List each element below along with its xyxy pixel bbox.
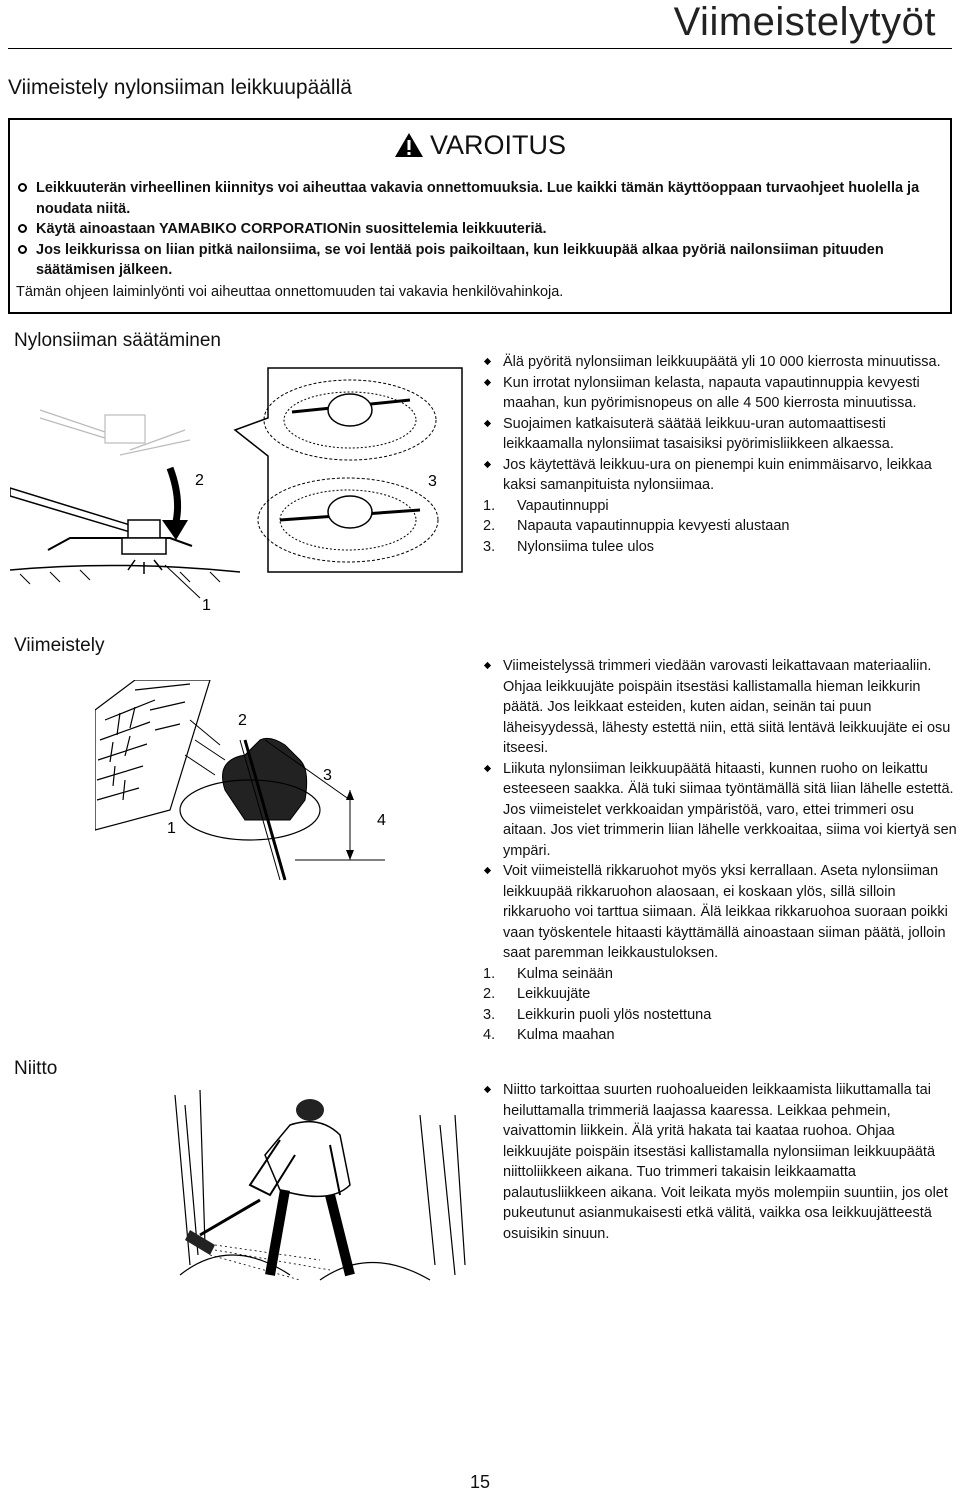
list-item: Kun irrotat nylonsiiman kelasta, napauta vapautinnuppia kevyesti maahan, kun pyörimisnopeus on alle 4 500 kierrosta minuutissa. [483,373,957,414]
warning-list [16,178,944,302]
numbered-item: 1. Kulma seinään [483,965,613,982]
figure-label-3: 3 [428,473,437,490]
page-number: 15 [469,1472,491,1492]
figure-label-1: 1 [167,820,176,837]
numbered-item: 3. Nylonsiima tulee ulos [483,538,655,555]
warning-heading-text: VAROITUS [429,130,566,160]
trimming-illustration [95,680,425,890]
nylon-adjust-heading: Nylonsiiman säätäminen [14,330,221,351]
diamond-bullet-icon [484,764,491,771]
warning-item: Käytä ainoastaan YAMABIKO CORPORATIONin suosittelemia leikkuuteriä. [16,219,944,240]
section-title: Viimeistely nylonsiiman leikkuupäällä [8,76,352,99]
list-item: Niitto tarkoittaa suurten ruohoalueiden leikkaamista liikuttamalla tai heiluttamalla trimmeriä laajassa kaaressa. Leikkaa pehmein, vaivattomin liikkein. Älä yritä hakata tai kaataa ruohoa. Ohjaa leikkuujäte poispäin itsestäsi kallistamalla nylonsiiman leikkuupäätä niittoliikkeen aikana. Tuo trimmeri takaisin leikkaamatta palautusliikkeen aikana. Voit leikata myös molempiin suuntiin, jos olet pukeutunut asianmukaisesti etkä välitä, vaikka osa leikkuujätteestä osuisikin sinuun. [483,1080,957,1244]
warning-triangle-icon [394,132,424,158]
list-item: Jos käytettävä leikkuu-ura on pienempi kuin enimmäisarvo, leikkaa kaksi samanpituista nylonsiimaa. [483,455,957,496]
diamond-bullet-icon [484,358,491,365]
circle-bullet-icon [18,245,27,254]
diamond-bullet-icon [484,1086,491,1093]
circle-bullet-icon [18,183,27,192]
mowing-heading: Niitto [14,1058,58,1079]
list-item: Voit viimeistellä rikkaruohot myös yksi kerrallaan. Aseta nylonsiiman leikkuupää rikkaruohon alaosaan, ei koskaan ylös, sillä silloin rikkaruoho voi tarttua siimaan. Älä leikkaa rikkaruohoa suoraan poikki vaan työskentele hitaasti käyttämällä ainoastaan siiman päätä, jolloin saat paremman leikkaustuloksen. [483,861,957,964]
numbered-item: 2. Leikkuujäte [483,986,591,1002]
warning-item: Jos leikkurissa on liian pitkä nailonsiima, se voi lentää pois paikoiltaan, kun leikkuupää alkaa pyöriä nailonsiiman pituuden säätämisen jälkeen. [16,240,944,281]
figure-label-1: 1 [202,597,211,614]
numbered-item: 4. Kulma maahan [483,1027,615,1043]
header-divider [8,48,952,49]
figure-label-2: 2 [195,472,204,489]
circle-bullet-icon [18,224,27,233]
warning-box [8,118,952,314]
diamond-bullet-icon [484,378,491,385]
nylon-adjust-illustration [10,360,470,620]
warning-item: Leikkuuterän virheellinen kiinnitys voi aiheuttaa vakavia onnettomuuksia. Lue kaikki tämän käyttöoppaan turvaohjeet huolella ja noudata niitä. [16,178,944,219]
diamond-bullet-icon [484,867,491,874]
list-item: Suojaimen katkaisuterä säätää leikkuu-uran automaattisesti leikkaamalla nylonsiimat tasaisiksi pyörimisliikkeen alkaessa. [483,414,957,455]
warning-note: Tämän ohjeen laiminlyönti voi aiheuttaa onnettomuuden tai vakavia henkilövahinkoja. [16,283,564,300]
diamond-bullet-icon [484,662,491,669]
trimming-text [483,656,957,1046]
nylon-adjust-text [483,352,957,557]
figure-label-3: 3 [323,767,332,784]
mowing-text [483,1080,957,1244]
numbered-item: 1. Vapautinnuppi [483,497,609,514]
diamond-bullet-icon [484,460,491,467]
list-item: Viimeistelyssä trimmeri viedään varovasti leikattavaan materiaaliin. Ohjaa leikkuujäte poispäin itsestäsi kallistamalla hieman leikkurin päätä. Jos leikkaat esteiden, kuten aidan, seinän tai puun läheisyydessä, lähesty estettä niin, että siitä lentävä leikkuujäte ei osu itseesi. [483,656,957,759]
mowing-illustration [170,1085,470,1285]
page-header-title: Viimeistelytyöt [673,0,936,44]
diamond-bullet-icon [484,419,491,426]
trimming-heading: Viimeistely [14,635,105,656]
warning-heading [10,130,950,161]
figure-label-4: 4 [377,812,386,829]
list-item: Liikuta nylonsiiman leikkuupäätä hitaasti, kunnen ruoho on leikattu esteeseen saakka. Älä tuki siimaa työntämällä sitä liian lähelle estettä. Jos viimeistelet verkkoaidan ympäristöä, varo, ettei trimmeri osu aitaan. Jos viet trimmerin liian lähelle verkkoaitaa, siima voi kiertyä sen ympäri. [483,759,957,862]
numbered-item: 3. Leikkurin puoli ylös nostettuna [483,1006,712,1023]
figure-label-2: 2 [238,712,247,729]
list-item: Älä pyöritä nylonsiiman leikkuupäätä yli 10 000 kierrosta minuutissa. [483,352,957,373]
numbered-item: 2. Napauta vapautinnuppia kevyesti alustaan [483,518,790,534]
